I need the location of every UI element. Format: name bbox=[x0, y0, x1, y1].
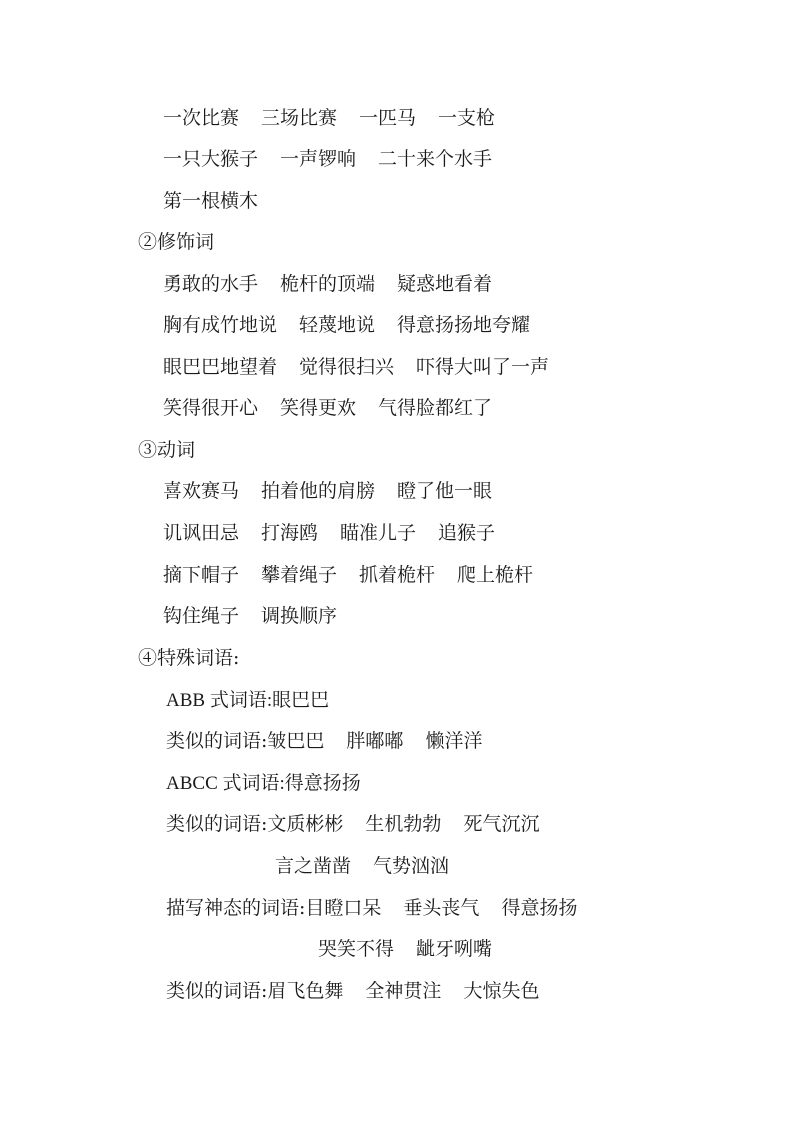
similar-label: 类似的词语: bbox=[166, 980, 268, 1002]
word: 皱巴巴 bbox=[267, 730, 325, 752]
word: 追猴子 bbox=[438, 522, 496, 544]
similar-label: 类似的词语: bbox=[166, 730, 268, 752]
expression-row bbox=[166, 896, 577, 920]
similar-row-2-cont bbox=[275, 854, 449, 878]
modifiers-row-2 bbox=[163, 313, 530, 337]
word: 三场比赛 bbox=[261, 107, 338, 129]
word: 轻蔑地说 bbox=[299, 314, 376, 336]
measure-words-row-1 bbox=[163, 106, 495, 130]
verbs-row-4 bbox=[163, 604, 337, 628]
word: 抓着桅杆 bbox=[359, 564, 436, 586]
word: 笑得更欢 bbox=[280, 397, 357, 419]
word: 瞄准儿子 bbox=[340, 522, 417, 544]
word: 胸有成竹地说 bbox=[163, 314, 278, 336]
verbs-row-1 bbox=[163, 479, 492, 503]
word: 一次比赛 bbox=[163, 107, 240, 129]
word: 得意扬扬地夸耀 bbox=[397, 314, 531, 336]
word: 笑得很开心 bbox=[163, 397, 259, 419]
similar-row-2 bbox=[166, 812, 539, 836]
word: 胖嘟嘟 bbox=[346, 730, 404, 752]
measure-words-row-3 bbox=[163, 189, 258, 213]
word: 钩住绳子 bbox=[163, 605, 240, 627]
verbs-heading: ③动词 bbox=[138, 439, 196, 461]
word: 疑惑地看着 bbox=[397, 273, 493, 295]
similar-label: 类似的词语: bbox=[166, 813, 268, 835]
word: 拍着他的肩膀 bbox=[261, 480, 376, 502]
word: 爬上桅杆 bbox=[457, 564, 534, 586]
word: 攀着绳子 bbox=[261, 564, 338, 586]
modifiers-heading: ②修饰词 bbox=[138, 231, 215, 253]
abb-value: 眼巴巴 bbox=[272, 689, 330, 711]
word: 讥讽田忌 bbox=[163, 522, 240, 544]
modifiers-row-3 bbox=[163, 355, 549, 379]
word: 全神贯注 bbox=[365, 980, 442, 1002]
word: 言之凿凿 bbox=[275, 855, 352, 877]
expression-row-cont bbox=[318, 937, 492, 961]
word: 瞪了他一眼 bbox=[397, 480, 493, 502]
word: 一匹马 bbox=[359, 107, 417, 129]
word: 二十来个水手 bbox=[378, 148, 493, 170]
word: 吓得大叫了一声 bbox=[416, 356, 550, 378]
word: 第一根横木 bbox=[163, 190, 259, 212]
word: 文质彬彬 bbox=[267, 813, 344, 835]
abcc-label: ABCC 式词语: bbox=[166, 773, 285, 794]
word: 眉飞色舞 bbox=[267, 980, 344, 1002]
word: 眼巴巴地望着 bbox=[163, 356, 278, 378]
word: 一声锣响 bbox=[280, 148, 357, 170]
word: 一支枪 bbox=[438, 107, 496, 129]
word: 勇敢的水手 bbox=[163, 273, 259, 295]
modifiers-row-4 bbox=[163, 396, 492, 420]
word: 调换顺序 bbox=[261, 605, 338, 627]
verbs-row-2 bbox=[163, 521, 495, 545]
verbs-row-3 bbox=[163, 563, 533, 587]
word: 生机勃勃 bbox=[365, 813, 442, 835]
word: 气得脸都红了 bbox=[378, 397, 493, 419]
abb-row bbox=[166, 688, 329, 712]
word: 懒洋洋 bbox=[425, 730, 483, 752]
abcc-value: 得意扬扬 bbox=[284, 772, 361, 794]
word: 死气沉沉 bbox=[463, 813, 540, 835]
expression-label: 描写神态的词语: bbox=[166, 897, 306, 919]
word: 喜欢赛马 bbox=[163, 480, 240, 502]
similar-row-3 bbox=[166, 979, 539, 1003]
word: 得意扬扬 bbox=[501, 897, 578, 919]
word: 龇牙咧嘴 bbox=[416, 938, 493, 960]
abcc-row bbox=[166, 771, 361, 795]
word: 哭笑不得 bbox=[318, 938, 395, 960]
word: 垂头丧气 bbox=[403, 897, 480, 919]
similar-row-1 bbox=[166, 729, 482, 753]
modifiers-row-1 bbox=[163, 272, 492, 296]
word: 大惊失色 bbox=[463, 980, 540, 1002]
measure-words-row-2 bbox=[163, 147, 492, 171]
word: 打海鸥 bbox=[261, 522, 319, 544]
word: 气势汹汹 bbox=[373, 855, 450, 877]
word: 觉得很扫兴 bbox=[299, 356, 395, 378]
special-heading: ④特殊词语: bbox=[138, 647, 240, 669]
word: 摘下帽子 bbox=[163, 564, 240, 586]
word: 目瞪口呆 bbox=[305, 897, 382, 919]
abb-label: ABB 式词语: bbox=[166, 690, 273, 711]
word: 一只大猴子 bbox=[163, 148, 259, 170]
word: 桅杆的顶端 bbox=[280, 273, 376, 295]
